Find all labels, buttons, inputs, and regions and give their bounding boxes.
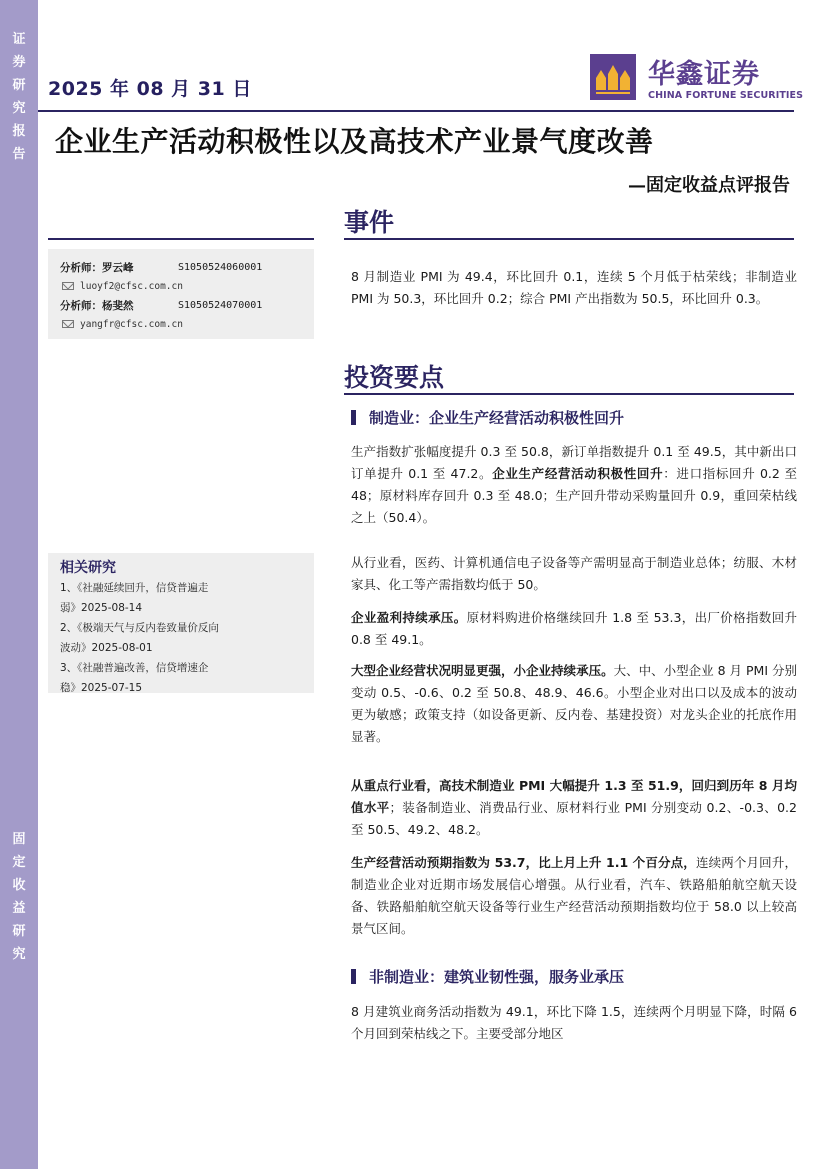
analyst-email-text: luoyf2@cfsc.com.cn	[80, 280, 183, 292]
sidebar-char: 证	[12, 32, 26, 47]
paragraph-emphasis: 从重点行业看，高技术制造业 PMI 大幅提升 1.3 至 51.9，回归到历年 8 月均值水平	[351, 778, 797, 815]
related-item[interactable]: 1、《社融延续回升，信贷普遍走	[60, 582, 209, 594]
paragraph-text: 大、中、小型企业 8 月 PMI 分别变动 0.5、-0.6、0.2 至 50.8、48.9、46.6。小型企业对出口以及成本的波动更为敏感；政策支持（如设备更新、反内卷、基建投资）对龙头企业的托底作用显著。	[351, 663, 797, 744]
invest-divider	[344, 393, 794, 395]
sidebar-char: 报	[12, 124, 26, 139]
company-logo	[590, 52, 804, 108]
paragraph-text: 生产指数扩张幅度提升 0.3 至 50.8，新订单指数提升 0.1 至 49.5，其中新出口订单提升 0.1 至 47.2。	[351, 444, 797, 481]
subheading-non-manufacturing	[351, 966, 624, 987]
analyst-email[interactable]	[60, 315, 304, 333]
event-divider	[344, 238, 794, 240]
event-heading: 事件	[344, 208, 395, 237]
sidebar-char: 定	[12, 855, 26, 870]
analyst-panel	[48, 249, 314, 339]
sidebar-char: 研	[12, 924, 26, 939]
related-item[interactable]: 稳》2025-07-15	[60, 682, 143, 694]
analyst-row	[60, 257, 304, 277]
mail-icon	[62, 320, 74, 328]
related-item[interactable]: 弱》2025-08-14	[60, 602, 143, 614]
paragraph: 从行业看，医药、计算机通信电子设备等产需明显高于制造业总体；纺服、木材家具、化工等产需指数均低于 50。	[351, 555, 797, 592]
paragraph	[351, 660, 797, 748]
sidebar-char: 券	[12, 55, 26, 70]
logo-mark-icon	[590, 54, 636, 100]
related-research-panel	[48, 553, 314, 693]
related-item[interactable]: 2、《极端天气与反内卷致量价反向	[60, 622, 219, 634]
paragraph-emphasis: 企业生产经营活动积极性回升	[492, 466, 664, 481]
sidebar-char: 研	[12, 78, 26, 93]
paragraph-text: 原材料购进价格继续回升 1.8 至 53.3，出厂价格指数回升 0.8 至 49.1。	[351, 610, 797, 647]
subheading-manufacturing	[351, 407, 624, 428]
related-item[interactable]: 3、《社融普遍改善，信贷增速企	[60, 662, 209, 674]
related-item[interactable]: 波动》2025-08-01	[60, 642, 153, 654]
paragraph-text: 连续两个月回升，制造业企业对近期市场发展信心增强。从行业看，汽车、铁路船舶航空航天设备、铁路船舶航空航天设备等行业生产经营活动预期指数均位于 58.0 以上较高景气区间。	[351, 855, 797, 936]
mail-icon	[62, 282, 74, 290]
subheading-text: 非制造业：建筑业韧性强，服务业承压	[369, 968, 625, 986]
sidebar-char: 究	[12, 947, 26, 962]
sidebar-char: 告	[12, 147, 26, 162]
paragraph: 8 月建筑业商务活动指数为 49.1，环比下降 1.5，连续两个月明显下降，时隔 6 个月回到荣枯线之下。主要受部分地区	[351, 1004, 797, 1041]
event-paragraph: 8 月制造业 PMI 为 49.4，环比回升 0.1，连续 5 个月低于枯荣线；非制造业 PMI 为 50.3，环比回升 0.2；综合 PMI 产出指数为 50.5，环比回升 0.3。	[351, 269, 797, 306]
analyst-cert-id: S1050524070001	[178, 299, 263, 311]
paragraph-emphasis: 大型企业经营状况明显更强，小企业持续承压。	[351, 663, 614, 678]
header-divider	[38, 110, 794, 112]
paragraph-text: ：进口指标回升 0.2 至 48；原材料库存回升 0.3 至 48.0；生产回升带动采购量回升 0.9，重回荣枯线之上（50.4）。	[351, 466, 797, 525]
paragraph-emphasis: 生产经营活动预期指数为 53.7，比上月上升 1.1 个百分点，	[351, 855, 696, 870]
analyst-cert-id: S1050524060001	[178, 261, 263, 273]
sidebar-char: 究	[12, 101, 26, 116]
invest-heading: 投资要点	[344, 363, 445, 392]
paragraph	[351, 441, 797, 529]
subheading-text: 制造业：企业生产经营活动积极性回升	[369, 409, 625, 427]
heading-marker-icon	[351, 969, 356, 984]
paragraph	[351, 852, 797, 940]
report-subtitle: —固定收益点评报告	[628, 175, 790, 196]
sidebar-char: 收	[12, 878, 26, 893]
heading-marker-icon	[351, 410, 356, 425]
paragraph	[351, 607, 797, 651]
sidebar-char: 固	[12, 832, 26, 847]
paragraph	[351, 775, 797, 841]
sidebar-band	[0, 0, 38, 1169]
sidebar-label-top	[0, 28, 38, 166]
sidebar-char: 益	[12, 901, 26, 916]
sidebar-label-bottom	[0, 828, 38, 966]
analyst-row	[60, 295, 304, 315]
logo-cn-text: 华鑫证券	[648, 59, 760, 90]
report-date: 2025 年 08 月 31 日	[48, 78, 252, 100]
analyst-name: 分析师：杨斐然	[60, 299, 134, 312]
left-column-divider	[48, 238, 314, 240]
analyst-email[interactable]	[60, 277, 304, 295]
analyst-name: 分析师：罗云峰	[60, 261, 134, 274]
paragraph-text: ；装备制造业、消费品行业、原材料行业 PMI 分别变动 0.2、-0.3、0.2 至 50.5、49.2、48.2。	[351, 800, 797, 837]
report-title: 企业生产活动积极性以及高技术产业景气度改善	[55, 125, 654, 158]
related-research-title: 相关研究	[60, 560, 116, 576]
analyst-email-text: yangfr@cfsc.com.cn	[80, 318, 183, 330]
logo-en-text: CHINA FORTUNE SECURITIES	[648, 90, 804, 101]
paragraph-emphasis: 企业盈利持续承压。	[351, 610, 467, 625]
